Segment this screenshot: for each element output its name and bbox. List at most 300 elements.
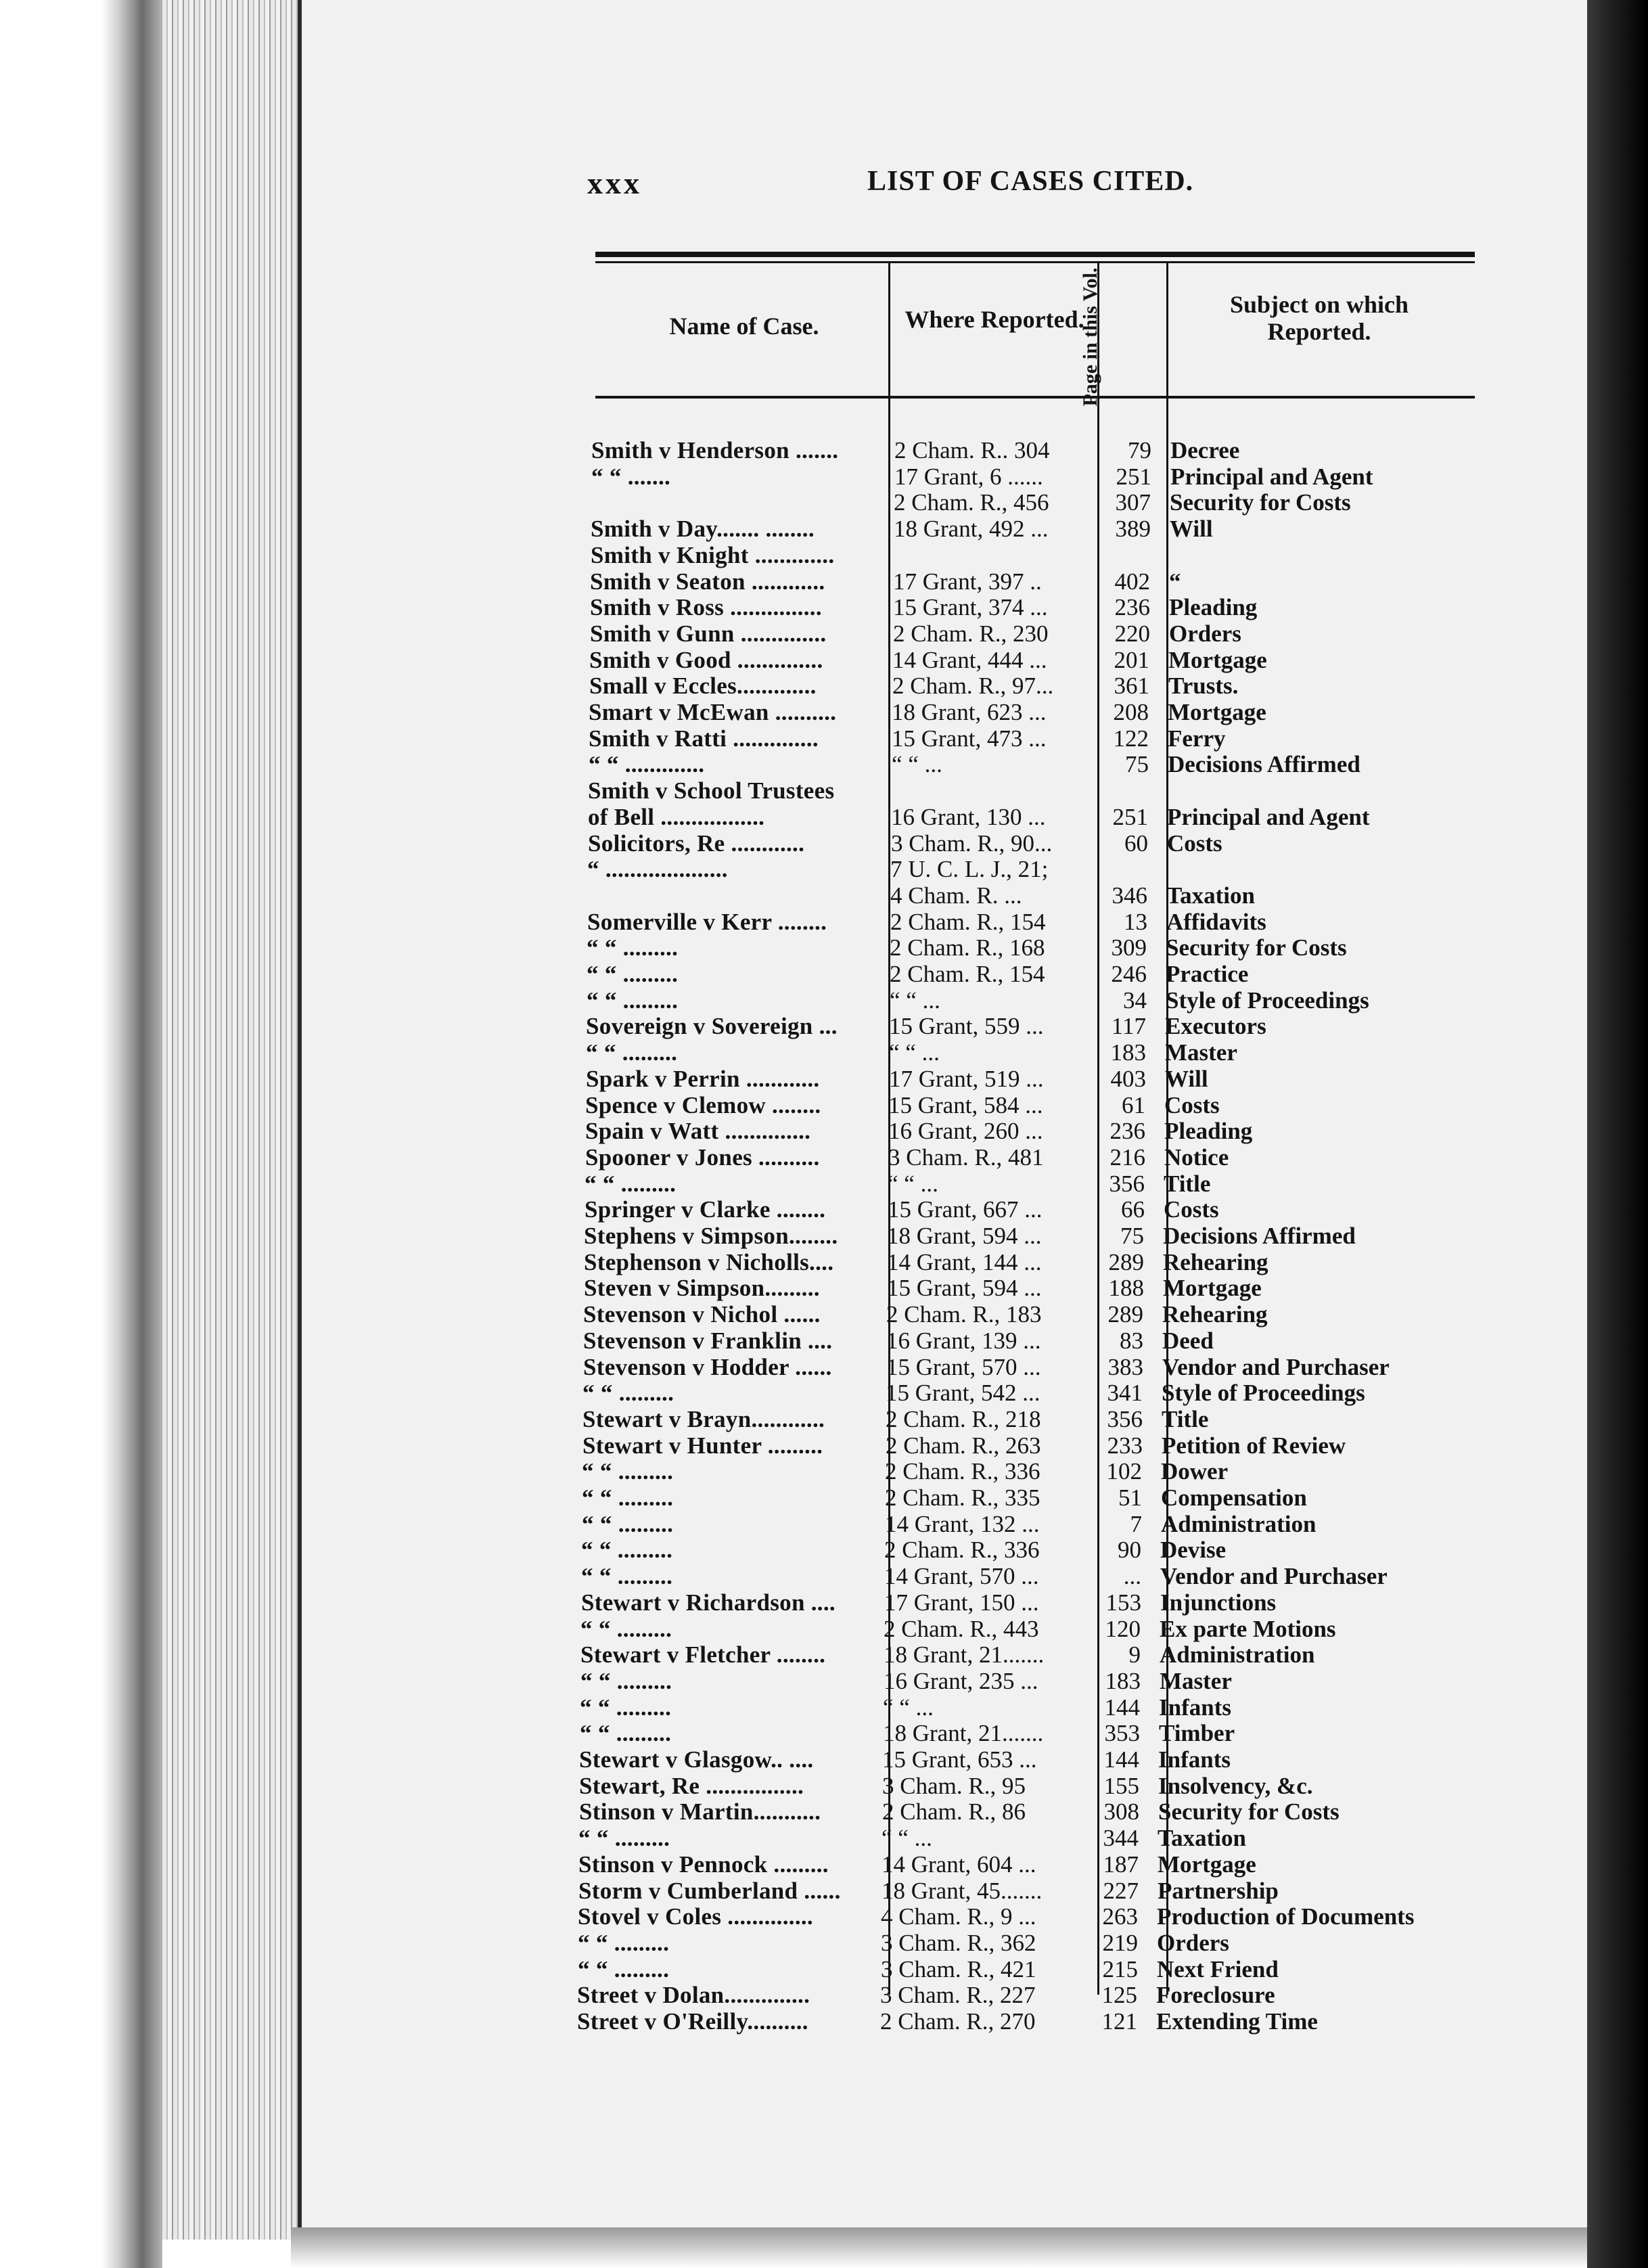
page-in-volume: 356 (1109, 1171, 1145, 1197)
where-reported: 16 Grant, 130 ... (891, 804, 1046, 830)
case-row (0, 595, 1556, 620)
case-row (0, 1642, 1556, 1668)
page-number: xxx (587, 166, 642, 200)
subject: Pleading (1169, 594, 1258, 620)
where-reported: 2 Cham. R., 336 (884, 1537, 1040, 1563)
case-name: “ “ ......... (581, 1563, 673, 1589)
subject: Administration (1160, 1641, 1315, 1668)
page-in-volume: 402 (1114, 568, 1150, 595)
where-reported: 2 Cham. R., 183 (886, 1301, 1042, 1328)
case-row (0, 1066, 1556, 1092)
subject: Security for Costs (1158, 1798, 1340, 1825)
case-row (0, 1512, 1556, 1537)
case-name: Stephenson v Nicholls.... (584, 1249, 834, 1275)
page-in-volume: 7 (1130, 1511, 1142, 1537)
subject: Ex parte Motions (1160, 1616, 1336, 1642)
case-name: Somerville v Kerr ........ (587, 909, 827, 935)
where-reported: 17 Grant, 397 .. (893, 568, 1042, 595)
case-name: “ “ ....... (591, 463, 671, 490)
case-row (0, 1328, 1556, 1354)
case-row (0, 1433, 1556, 1459)
where-reported: 17 Grant, 150 ... (884, 1589, 1039, 1616)
case-name: Stinson v Martin........... (579, 1798, 821, 1825)
case-name: Stinson v Pennock ......... (578, 1851, 829, 1878)
page-in-volume: 201 (1114, 647, 1149, 673)
page-in-volume: 120 (1105, 1616, 1141, 1642)
subject: Infants (1159, 1694, 1231, 1721)
subject: Infants (1158, 1746, 1231, 1773)
where-reported: 3 Cham. R., 95 (882, 1773, 1026, 1799)
where-reported: 14 Grant, 144 ... (887, 1249, 1042, 1275)
subject: Pleading (1164, 1118, 1253, 1144)
case-row (0, 673, 1556, 699)
where-reported: 2 Cham. R., 456 (894, 489, 1049, 516)
case-name: Smith v Gunn .............. (590, 620, 827, 647)
case-row (0, 831, 1556, 857)
case-row (0, 1459, 1556, 1484)
running-title: LIST OF CASES CITED. (867, 166, 1194, 197)
case-row (0, 1982, 1556, 2008)
where-reported: 15 Grant, 542 ... (886, 1380, 1040, 1406)
where-reported: 2 Cham. R.. 304 (894, 437, 1050, 463)
case-name: “ “ ......... (582, 1484, 674, 1511)
where-reported: 15 Grant, 584 ... (888, 1092, 1043, 1118)
subject: Costs (1167, 830, 1222, 857)
where-reported: 18 Grant, 45....... (882, 1878, 1043, 1904)
subject: Security for Costs (1170, 489, 1351, 516)
case-name: Smith v Day....... ........ (591, 516, 815, 542)
case-name: Smith v Good .............. (589, 647, 823, 673)
case-row (0, 1878, 1556, 1904)
page-in-volume: 61 (1122, 1092, 1145, 1118)
case-name: Stewart v Hunter ......... (582, 1432, 823, 1459)
page-in-volume: 361 (1114, 673, 1149, 699)
case-name: Spence v Clemow ........ (585, 1092, 821, 1118)
case-name: “ “ ......... (580, 1668, 672, 1694)
where-reported: 3 Cham. R., 421 (881, 1956, 1036, 1982)
subject: Will (1165, 1066, 1208, 1092)
case-name: Stevenson v Hodder ...... (583, 1354, 832, 1380)
header-rule-bottom (595, 396, 1475, 399)
case-row (0, 1904, 1556, 1930)
case-name: “ “ ......... (585, 1171, 677, 1197)
subject: Vendor and Purchaser (1160, 1563, 1388, 1589)
page-in-volume: 307 (1115, 489, 1151, 516)
case-row (0, 935, 1556, 961)
case-row (0, 1721, 1556, 1746)
case-row (0, 464, 1556, 490)
page-in-volume: 233 (1107, 1432, 1143, 1459)
case-name: Stewart v Brayn............ (582, 1406, 825, 1432)
case-name: Spain v Watt .............. (585, 1118, 811, 1144)
case-row (0, 543, 1556, 568)
subject: Devise (1160, 1537, 1227, 1563)
case-name: “ “ ......... (580, 1616, 672, 1642)
where-reported: 17 Grant, 519 ... (889, 1066, 1044, 1092)
case-row (0, 490, 1556, 516)
subject: Taxation (1166, 882, 1255, 909)
case-row (0, 1485, 1556, 1511)
where-reported: 4 Cham. R. ... (890, 882, 1022, 909)
case-name: Smith v Henderson ....... (591, 437, 839, 463)
where-reported: 15 Grant, 667 ... (888, 1196, 1043, 1223)
case-name: “ “ ......... (582, 1458, 674, 1484)
case-name: “ “ ............. (589, 751, 705, 777)
page-in-volume: 66 (1121, 1196, 1145, 1223)
case-row (0, 988, 1556, 1014)
where-reported: 18 Grant, 21....... (883, 1720, 1044, 1746)
case-row (0, 1250, 1556, 1275)
subject: Taxation (1158, 1825, 1246, 1851)
subject: Principal and Agent (1167, 804, 1370, 830)
page-in-volume: 90 (1118, 1537, 1141, 1563)
case-name: Spooner v Jones .......... (585, 1144, 820, 1171)
where-reported: “ “ ... (890, 987, 940, 1014)
page-in-volume: 289 (1107, 1301, 1143, 1328)
where-reported: 18 Grant, 492 ... (894, 516, 1049, 542)
header-rule-top-thin (595, 261, 1475, 263)
column-header-where: Where Reported. (905, 306, 1084, 333)
case-row (0, 1957, 1556, 1982)
where-reported: 17 Grant, 6 ...... (894, 463, 1043, 490)
page-in-volume: 246 (1111, 961, 1147, 987)
case-row (0, 1852, 1556, 1878)
subject: Costs (1164, 1092, 1220, 1118)
case-name: “ “ ......... (587, 987, 679, 1014)
where-reported: 15 Grant, 559 ... (889, 1013, 1044, 1039)
page-in-volume: 356 (1107, 1406, 1143, 1432)
case-name: “ “ ......... (578, 1825, 670, 1851)
case-name: Street v O'Reilly.......... (577, 2008, 808, 2035)
case-name: Stewart v Fletcher ........ (580, 1641, 826, 1668)
subject: Principal and Agent (1170, 463, 1373, 490)
where-reported: 14 Grant, 570 ... (884, 1563, 1039, 1589)
case-row (0, 1537, 1556, 1563)
case-row (0, 1223, 1556, 1249)
subject: Orders (1169, 620, 1241, 647)
case-row (0, 516, 1556, 542)
case-row (0, 726, 1556, 752)
case-name: Stevenson v Franklin .... (583, 1328, 833, 1354)
page-in-volume: 125 (1101, 1982, 1137, 2008)
subject: Master (1165, 1039, 1237, 1066)
case-name: “ “ ......... (580, 1720, 672, 1746)
subject: Rehearing (1162, 1301, 1268, 1328)
page-in-volume: 403 (1110, 1066, 1146, 1092)
subject: Extending Time (1156, 2008, 1318, 2035)
case-row (0, 857, 1556, 882)
where-reported: 2 Cham. R., 270 (880, 2008, 1036, 2035)
case-row (0, 1093, 1556, 1118)
subject: Insolvency, &c. (1158, 1773, 1313, 1799)
where-reported: “ “ ... (892, 751, 942, 777)
case-name: Smith v School Trustees (588, 777, 835, 804)
page-in-volume: 13 (1124, 909, 1147, 935)
page-in-volume: 236 (1114, 594, 1150, 620)
header-rule-top-thick (595, 252, 1475, 257)
where-reported: 2 Cham. R., 86 (882, 1798, 1026, 1825)
subject: Administration (1161, 1511, 1317, 1537)
subject: Dower (1161, 1458, 1229, 1484)
where-reported: 16 Grant, 235 ... (884, 1668, 1038, 1694)
page-in-volume: 60 (1124, 830, 1148, 857)
where-reported: 15 Grant, 473 ... (892, 725, 1047, 752)
case-row (0, 2009, 1556, 2035)
page-in-volume: 220 (1114, 620, 1150, 647)
page-in-volume: 344 (1103, 1825, 1139, 1851)
page-in-volume: 83 (1120, 1328, 1143, 1354)
subject: Master (1160, 1668, 1232, 1694)
page-in-volume: 236 (1109, 1118, 1145, 1144)
subject: Next Friend (1157, 1956, 1279, 1982)
where-reported: 2 Cham. R., 336 (885, 1458, 1040, 1484)
case-row (0, 1302, 1556, 1328)
page-in-volume: 79 (1128, 437, 1151, 463)
subject: Decree (1170, 437, 1240, 463)
page-in-volume: 308 (1103, 1798, 1139, 1825)
case-name: “ “ ......... (582, 1511, 674, 1537)
case-row (0, 1407, 1556, 1432)
case-row (0, 569, 1556, 595)
page-in-volume: 216 (1109, 1144, 1145, 1171)
where-reported: 14 Grant, 444 ... (892, 647, 1047, 673)
case-name: Storm v Cumberland ...... (578, 1878, 841, 1904)
page-in-volume: 117 (1111, 1013, 1146, 1039)
case-row (0, 700, 1556, 725)
case-name: Smith v Ross ............... (590, 594, 822, 620)
page-in-volume: 121 (1101, 2008, 1137, 2035)
case-name: Springer v Clarke ........ (585, 1196, 826, 1223)
case-name: “ “ ......... (587, 934, 679, 961)
case-name: Solicitors, Re ............ (588, 830, 805, 857)
case-name: of Bell ................. (588, 804, 765, 830)
page-in-volume: 263 (1102, 1903, 1138, 1930)
subject: Foreclosure (1156, 1982, 1275, 2008)
case-row (0, 1197, 1556, 1223)
case-row (0, 883, 1556, 909)
case-row (0, 909, 1556, 935)
where-reported: 7 U. C. L. J., 21; (890, 856, 1049, 882)
where-reported: 15 Grant, 653 ... (882, 1746, 1037, 1773)
subject: Partnership (1158, 1878, 1279, 1904)
case-row (0, 1380, 1556, 1406)
case-row (0, 1275, 1556, 1301)
subject: Decisions Affirmed (1168, 751, 1360, 777)
case-name: Smart v McEwan .......... (589, 699, 837, 725)
subject: Executors (1165, 1013, 1266, 1039)
subject: Petition of Review (1162, 1432, 1346, 1459)
page-in-volume: 144 (1103, 1746, 1139, 1773)
case-row (0, 1118, 1556, 1144)
page-in-volume: 102 (1106, 1458, 1142, 1484)
subject: Practice (1166, 961, 1249, 987)
page-in-volume: 183 (1105, 1668, 1141, 1694)
page-in-volume: 122 (1113, 725, 1149, 752)
case-name: Stewart, Re ................ (579, 1773, 804, 1799)
case-row (0, 1355, 1556, 1380)
page-in-volume: 219 (1102, 1930, 1138, 1956)
where-reported: 18 Grant, 623 ... (892, 699, 1047, 725)
case-row (0, 1695, 1556, 1721)
case-name: Stevenson v Nichol ...... (583, 1301, 821, 1328)
column-header-page: Page in this Vol. (1079, 267, 1101, 407)
where-reported: 2 Cham. R., 230 (893, 620, 1049, 647)
scan-margin-right (1587, 0, 1648, 2268)
where-reported: “ “ ... (888, 1171, 938, 1197)
subject: Decisions Affirmed (1163, 1223, 1356, 1249)
subject: Trusts. (1168, 673, 1239, 699)
page-in-volume: 346 (1112, 882, 1147, 909)
case-name: Smith v Ratti .............. (589, 725, 819, 752)
subject: Mortgage (1168, 647, 1267, 673)
subject: Title (1162, 1406, 1209, 1432)
page-in-volume: 215 (1102, 1956, 1138, 1982)
case-name: “ “ ......... (582, 1380, 674, 1406)
where-reported: 14 Grant, 132 ... (885, 1511, 1040, 1537)
page-in-volume: 208 (1113, 699, 1149, 725)
where-reported: 14 Grant, 604 ... (882, 1851, 1036, 1878)
where-reported: 2 Cham. R., 154 (890, 909, 1046, 935)
page-in-volume: 144 (1104, 1694, 1140, 1721)
column-header-name: Name of Case. (669, 313, 819, 340)
where-reported: 16 Grant, 139 ... (886, 1328, 1041, 1354)
case-name: Steven v Simpson......... (584, 1275, 820, 1301)
case-name: “ “ ......... (578, 1930, 670, 1956)
subject: Ferry (1168, 725, 1226, 752)
where-reported: 15 Grant, 594 ... (887, 1275, 1042, 1301)
where-reported: 2 Cham. R., 335 (885, 1484, 1040, 1511)
case-name: Spark v Perrin ............ (586, 1066, 820, 1092)
case-row (0, 1145, 1556, 1171)
subject: Security for Costs (1166, 934, 1347, 961)
where-reported: 15 Grant, 374 ... (893, 594, 1048, 620)
case-row (0, 1825, 1556, 1851)
subject: Mortgage (1163, 1275, 1262, 1301)
where-reported: 3 Cham. R., 227 (880, 1982, 1036, 2008)
subject: Costs (1164, 1196, 1219, 1223)
case-row (0, 1669, 1556, 1694)
subject: Will (1170, 516, 1213, 542)
page-in-volume: 183 (1110, 1039, 1146, 1066)
case-row (0, 1773, 1556, 1799)
case-name: Stovel v Coles .............. (578, 1903, 813, 1930)
case-name: Sovereign v Sovereign ... (586, 1013, 838, 1039)
subject: Timber (1159, 1720, 1235, 1746)
subject: Compensation (1161, 1484, 1307, 1511)
case-row (0, 1014, 1556, 1039)
where-reported: 15 Grant, 570 ... (886, 1354, 1041, 1380)
subject: Style of Proceedings (1162, 1380, 1365, 1406)
case-name: Stewart v Richardson .... (581, 1589, 836, 1616)
page-in-volume: 34 (1123, 987, 1147, 1014)
where-reported: 2 Cham. R., 168 (890, 934, 1045, 961)
where-reported: “ “ ... (882, 1825, 932, 1851)
subject: Orders (1157, 1930, 1229, 1956)
case-name: “ “ ......... (581, 1537, 673, 1563)
where-reported: 2 Cham. R., 97... (892, 673, 1054, 699)
page-in-volume: 187 (1103, 1851, 1139, 1878)
case-name: Smith v Knight ............. (591, 542, 835, 568)
subject: Production of Documents (1157, 1903, 1415, 1930)
subject: Mortgage (1158, 1851, 1256, 1878)
page-in-volume: 383 (1107, 1354, 1143, 1380)
case-row (0, 1747, 1556, 1773)
case-name: Smith v Seaton ............ (590, 568, 825, 595)
where-reported: 4 Cham. R., 9 ... (881, 1903, 1036, 1930)
case-name: Stewart v Glasgow.. .... (579, 1746, 814, 1773)
where-reported: 16 Grant, 260 ... (888, 1118, 1043, 1144)
page-in-volume: 251 (1112, 804, 1148, 830)
page-in-volume: 309 (1111, 934, 1147, 961)
page-in-volume: 389 (1115, 516, 1151, 542)
case-row (0, 1564, 1556, 1589)
case-name: “ “ ......... (580, 1694, 672, 1721)
where-reported: 2 Cham. R., 263 (886, 1432, 1041, 1459)
page-in-volume: 188 (1108, 1275, 1144, 1301)
subject: Title (1164, 1171, 1211, 1197)
page-in-volume: 227 (1103, 1878, 1139, 1904)
subject: Injunctions (1160, 1589, 1277, 1616)
column-header-subject: Subject on which Reported. (1229, 291, 1409, 345)
page-in-volume: 9 (1128, 1641, 1141, 1668)
case-row (0, 804, 1556, 830)
where-reported: 18 Grant, 594 ... (887, 1223, 1042, 1249)
where-reported: 2 Cham. R., 154 (890, 961, 1045, 987)
page-in-volume: 251 (1116, 463, 1151, 490)
page-in-volume: 341 (1107, 1380, 1143, 1406)
subject: Vendor and Purchaser (1162, 1354, 1390, 1380)
case-name: “ “ ......... (578, 1956, 670, 1982)
case-row (0, 648, 1556, 673)
page-in-volume: 289 (1108, 1249, 1144, 1275)
where-reported: “ “ ... (889, 1039, 940, 1066)
case-row (0, 961, 1556, 987)
case-name: “ .................... (587, 856, 728, 882)
case-row (0, 1930, 1556, 1956)
case-row (0, 1171, 1556, 1197)
case-name: “ “ ......... (587, 961, 679, 987)
where-reported: 3 Cham. R., 362 (881, 1930, 1036, 1956)
where-reported: 2 Cham. R., 218 (886, 1406, 1041, 1432)
case-name: Street v Dolan.............. (577, 1982, 810, 2008)
case-row (0, 1799, 1556, 1825)
page-in-volume: 155 (1103, 1773, 1139, 1799)
where-reported: 3 Cham. R., 481 (888, 1144, 1044, 1171)
case-row (0, 1040, 1556, 1066)
subject: Mortgage (1168, 699, 1266, 725)
case-row (0, 438, 1556, 463)
subject: Style of Proceedings (1166, 987, 1369, 1014)
case-name: Stephens v Simpson........ (584, 1223, 838, 1249)
page-in-volume: 51 (1118, 1484, 1142, 1511)
case-name: Small v Eccles............. (589, 673, 817, 699)
page-in-volume: 353 (1104, 1720, 1140, 1746)
case-row (0, 778, 1556, 804)
page-bottom-shadow (291, 2227, 1603, 2268)
page-in-volume: 75 (1125, 751, 1149, 777)
case-row (0, 1590, 1556, 1616)
case-row (0, 621, 1556, 647)
case-row (0, 752, 1556, 777)
where-reported: 18 Grant, 21....... (884, 1641, 1045, 1668)
page-in-volume: 75 (1120, 1223, 1144, 1249)
page-in-volume: 153 (1105, 1589, 1141, 1616)
subject: Rehearing (1163, 1249, 1268, 1275)
where-reported: 2 Cham. R., 443 (884, 1616, 1039, 1642)
page-in-volume: ... (1123, 1563, 1141, 1589)
subject: “ (1169, 568, 1181, 595)
subject: Affidavits (1166, 909, 1266, 935)
